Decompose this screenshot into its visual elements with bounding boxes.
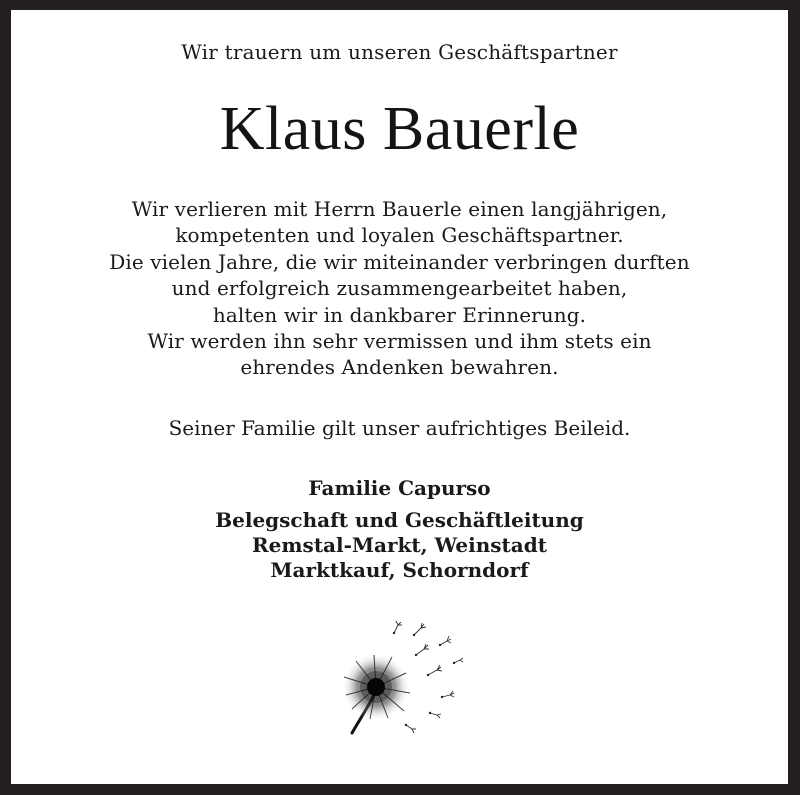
tribute-line: halten wir in dankbarer Erinnerung. xyxy=(212,302,587,327)
signature-line: Remstal-Markt, Weinstadt xyxy=(252,533,547,557)
tribute-line: Die vielen Jahre, die wir miteinander verbringen durften xyxy=(109,249,690,274)
tribute-line: und erfolgreich zusammengearbeitet haben, xyxy=(171,276,628,301)
deceased-name: Klaus Bauerle xyxy=(219,95,580,163)
tribute-line: kompetenten und loyalen Geschäftspartner. xyxy=(175,223,624,248)
tribute-line: Wir verlieren mit Herrn Bauerle einen langjährigen, xyxy=(131,197,668,221)
tribute-line: ehrendes Andenken bewahren. xyxy=(240,355,559,380)
signature-line: Marktkauf, Schorndorf xyxy=(270,558,529,582)
condolence-line: Seiner Familie gilt unser aufrichtiges Beileid. xyxy=(168,416,631,440)
signature-block xyxy=(11,508,788,583)
signature-family: Familie Capurso xyxy=(308,476,491,500)
signature-line: Belegschaft und Geschäftleitung xyxy=(215,508,584,532)
tribute-line: Wir werden ihn sehr vermissen und ihm stets ein xyxy=(147,329,652,354)
intro-line: Wir trauern um unseren Geschäftspartner xyxy=(181,40,618,64)
tribute-paragraph xyxy=(11,196,788,381)
dandelion-icon xyxy=(330,615,470,745)
